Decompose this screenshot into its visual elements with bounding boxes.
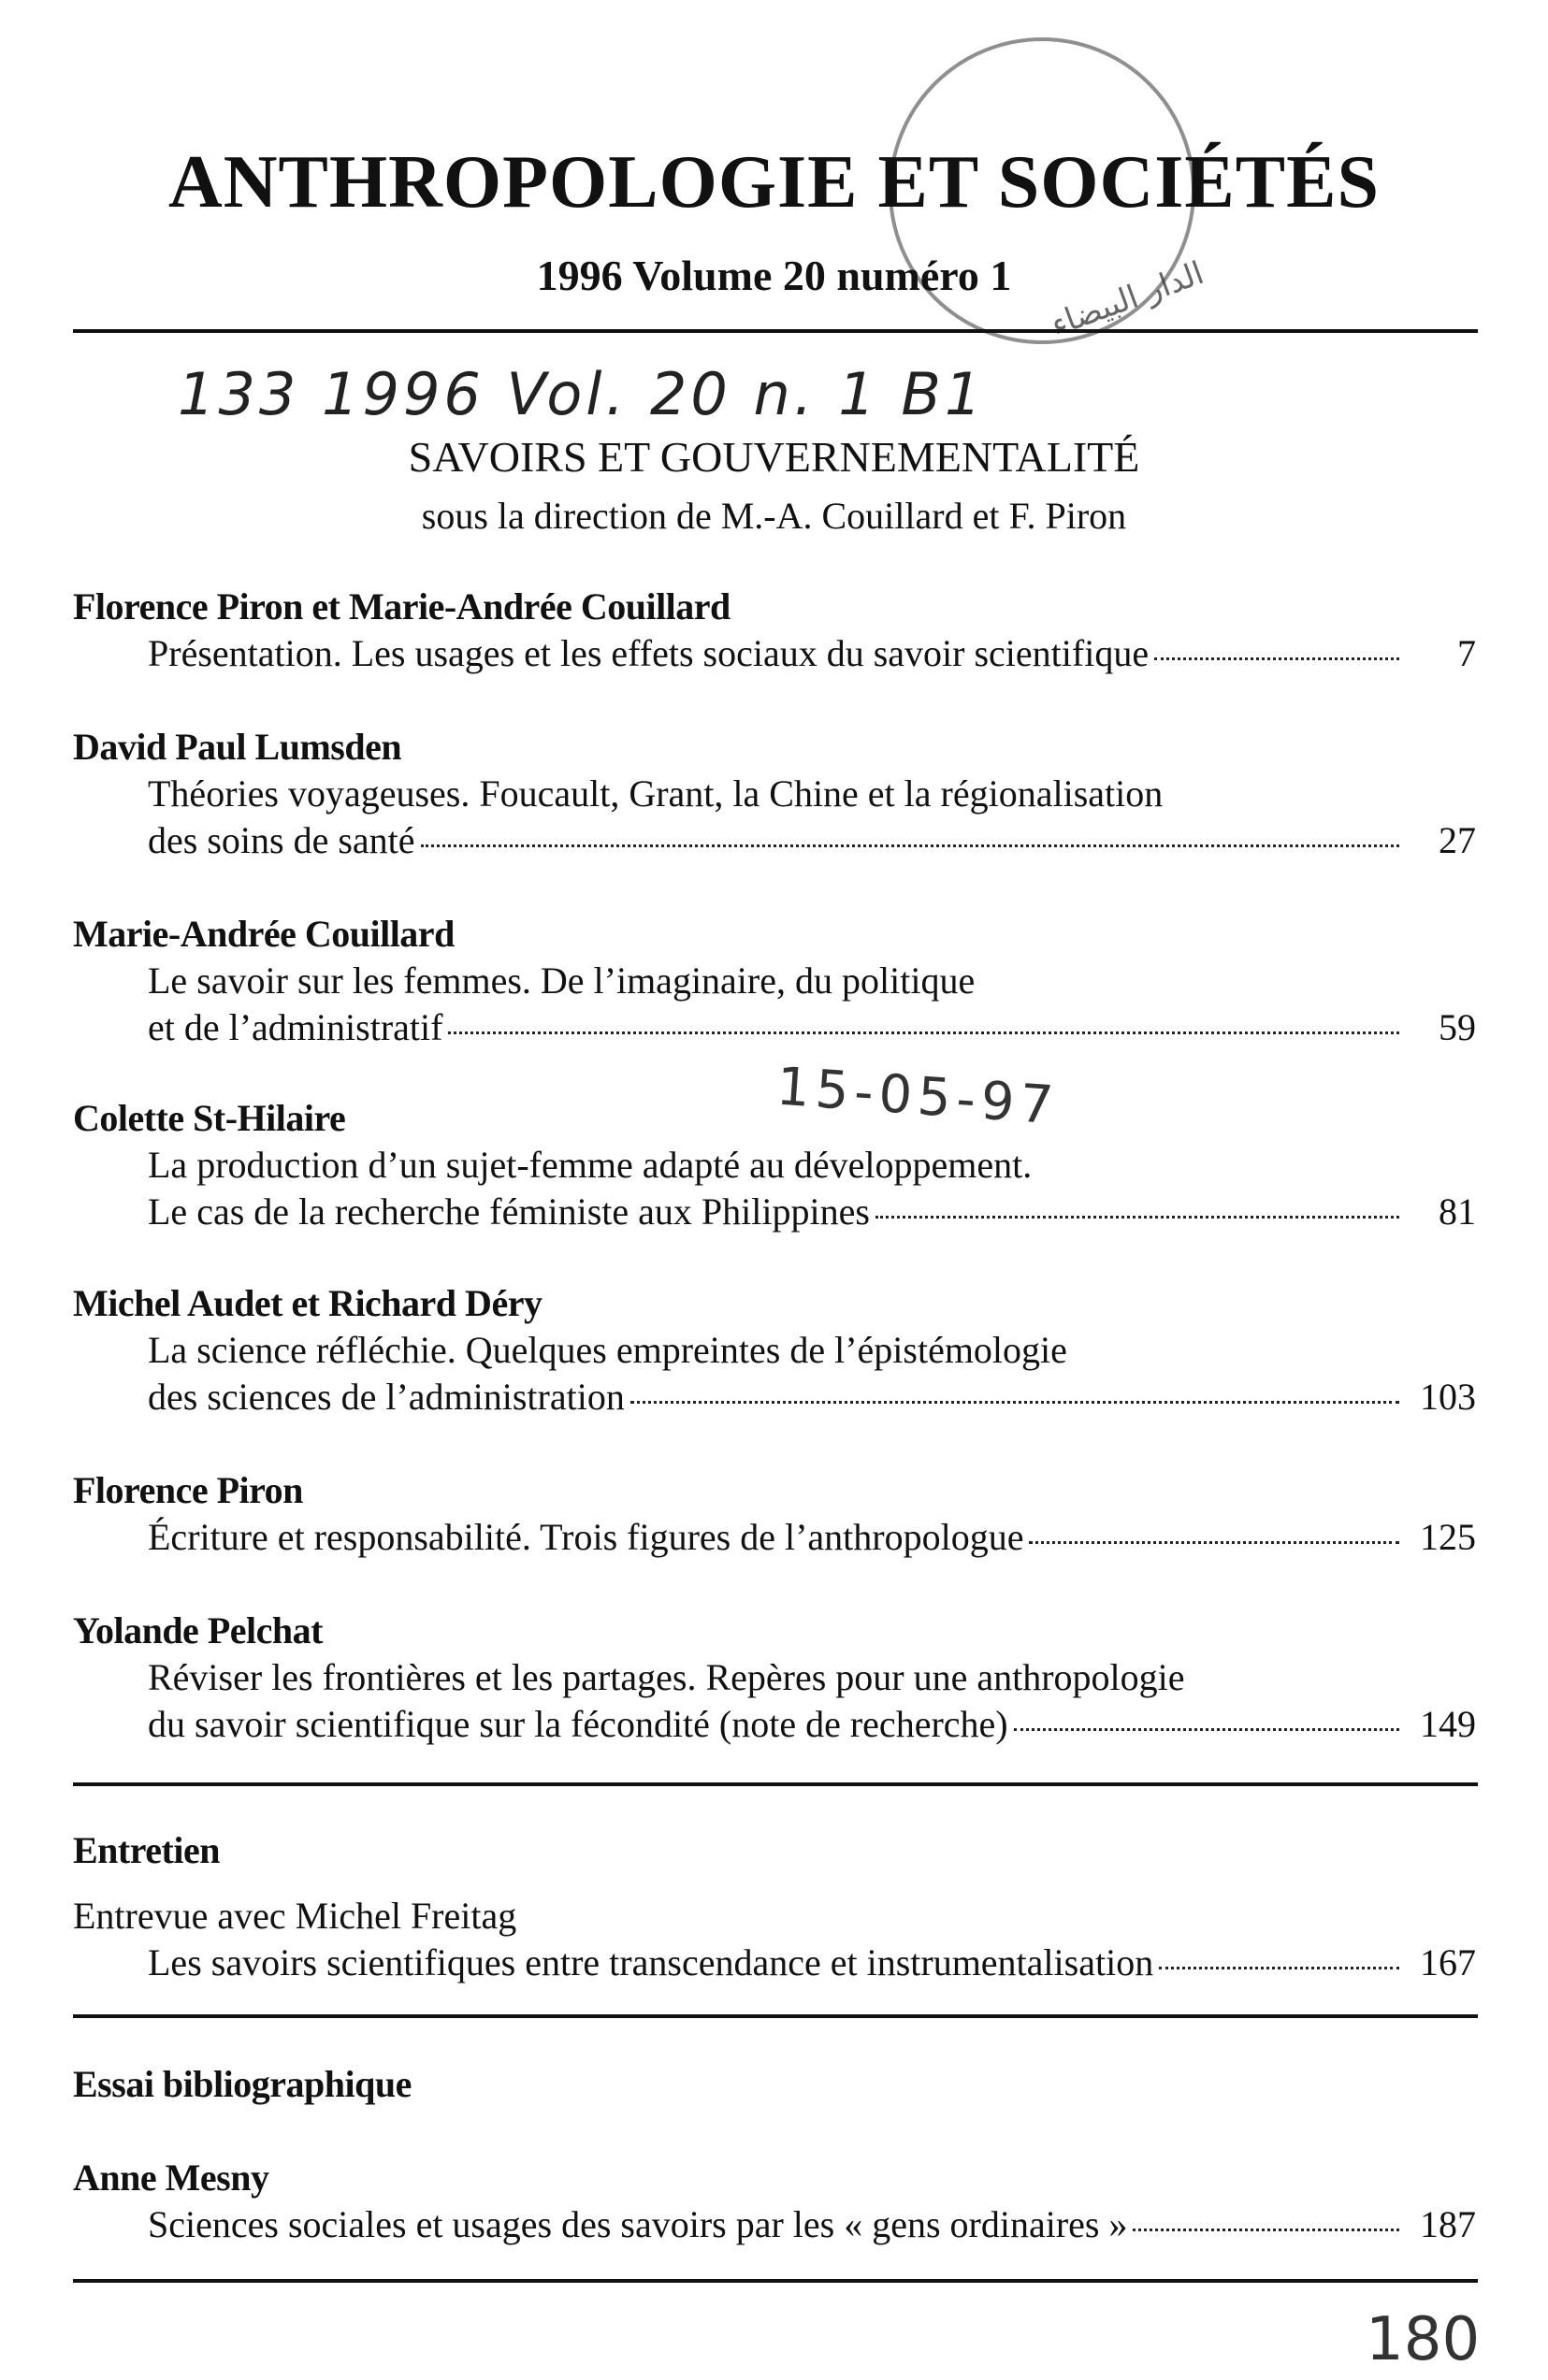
section-title: SAVOIRS ET GOUVERNEMENTALITÉ [408,433,1140,481]
entry-author: Anne Mesny [73,2156,269,2199]
handwritten-date: 15-05-97 [774,1056,1062,1137]
entretien-heading: Entretien [73,1829,220,1871]
dot-leader [1159,1967,1399,1969]
entry-title-line [73,772,1476,818]
entry-author: Florence Piron [73,1469,303,1511]
toc-entry [73,1281,1476,1421]
entry-title: Les savoirs scientifiques entre transcendance et instrumentalisation [148,1941,1154,1983]
entry-title-line [73,2202,1476,2249]
dot-leader [1154,657,1399,660]
toc-entry [73,725,1476,865]
essai-section [73,2062,1476,2109]
entry-page: 103 [1420,1376,1476,1418]
divider-entretien [73,1782,1478,1786]
entry-page: 187 [1420,2203,1476,2245]
dot-leader [1133,2229,1399,2231]
entry-author: Marie-Andrée Couillard [73,913,455,955]
entry-page: 27 [1439,819,1476,861]
entry-title-line [73,1702,1476,1749]
entry-title: du savoir scientifique sur la fécondité (note de recherche) [148,1703,1008,1745]
entretien-entry [73,1894,1476,1987]
entry-title: Théories voyageuses. Foucault, Grant, la Chine et la régionalisation [148,772,1164,815]
dot-leader [421,844,1399,847]
entry-title-line [73,631,1476,678]
issue-line: 1996 Volume 20 numéro 1 [536,252,1012,299]
entry-title-line [73,1940,1476,1987]
divider-top [73,329,1478,333]
essai-entry [73,2156,1476,2249]
entry-title: Écriture et responsabilité. Trois figures de l’anthropologue [148,1516,1024,1558]
entry-title: des soins de santé [148,819,415,861]
entry-title-line [73,1515,1476,1562]
dot-leader [448,1031,1399,1034]
essai-heading: Essai bibliographique [73,2063,412,2105]
toc-entry [73,912,1476,1052]
entry-page: 7 [1457,632,1476,674]
divider-bottom [73,2279,1478,2283]
entry-author: Yolande Pelchat [73,1609,323,1652]
entry-title-line [73,959,1476,1005]
entry-page: 149 [1420,1703,1476,1745]
entry-author: Florence Piron et Marie-Andrée Couillard [73,585,731,627]
entry-title: La science réfléchie. Quelques empreintes de l’épistémologie [148,1329,1067,1371]
toc-entry [73,1468,1476,1562]
dot-leader [630,1401,1399,1404]
entry-title-line [73,1190,1476,1236]
entry-title: Sciences sociales et usages des savoirs par les « gens ordinaires » [148,2203,1128,2245]
divider-essai [73,2014,1478,2018]
entry-page: 167 [1420,1941,1476,1983]
entry-title-line [73,1328,1476,1375]
toc-entry [73,1608,1476,1749]
entry-title: et de l’administratif [148,1006,443,1048]
dot-leader [1029,1541,1399,1544]
entry-title-line [73,1655,1476,1702]
toc-entry [73,584,1476,678]
handwritten-reference: 133 1996 Vol. 20 n. 1 B1 [178,360,986,428]
entry-title-line [73,1375,1476,1421]
entretien-section [73,1828,1476,1875]
entry-page: 81 [1439,1190,1476,1233]
stamp-text: الدار البيضاء [1046,254,1209,344]
section-editors: sous la direction de M.-A. Couillard et F. Piron [421,495,1127,537]
entry-title-line [73,1143,1476,1190]
entry-author: David Paul Lumsden [73,726,402,768]
journal-title: ANTHROPOLOGIE ET SOCIÉTÉS [168,141,1380,224]
dot-leader [875,1216,1399,1219]
entry-page: 59 [1439,1006,1476,1048]
entry-title: Le cas de la recherche féministe aux Philippines [148,1190,870,1233]
entry-title-line [73,818,1476,865]
toc-entry [73,1096,1476,1236]
entry-title: des sciences de l’administration [148,1376,625,1418]
entry-title-line [73,1005,1476,1052]
entry-author: Michel Audet et Richard Déry [73,1282,543,1324]
handwritten-corner-note: 180 [1366,2305,1481,2374]
entry-page: 125 [1420,1516,1476,1558]
entry-title: Présentation. Les usages et les effets sociaux du savoir scientifique [148,632,1150,674]
entry-title: Le savoir sur les femmes. De l’imaginaire, du politique [148,959,976,1002]
entry-title: La production d’un sujet-femme adapté au développement. [148,1144,1033,1186]
entry-title: Réviser les frontières et les partages. Repères pour une anthropologie [148,1656,1185,1698]
entry-author: Colette St-Hilaire [73,1097,346,1139]
dot-leader [1014,1728,1399,1731]
entretien-subheading: Entrevue avec Michel Freitag [73,1895,517,1937]
